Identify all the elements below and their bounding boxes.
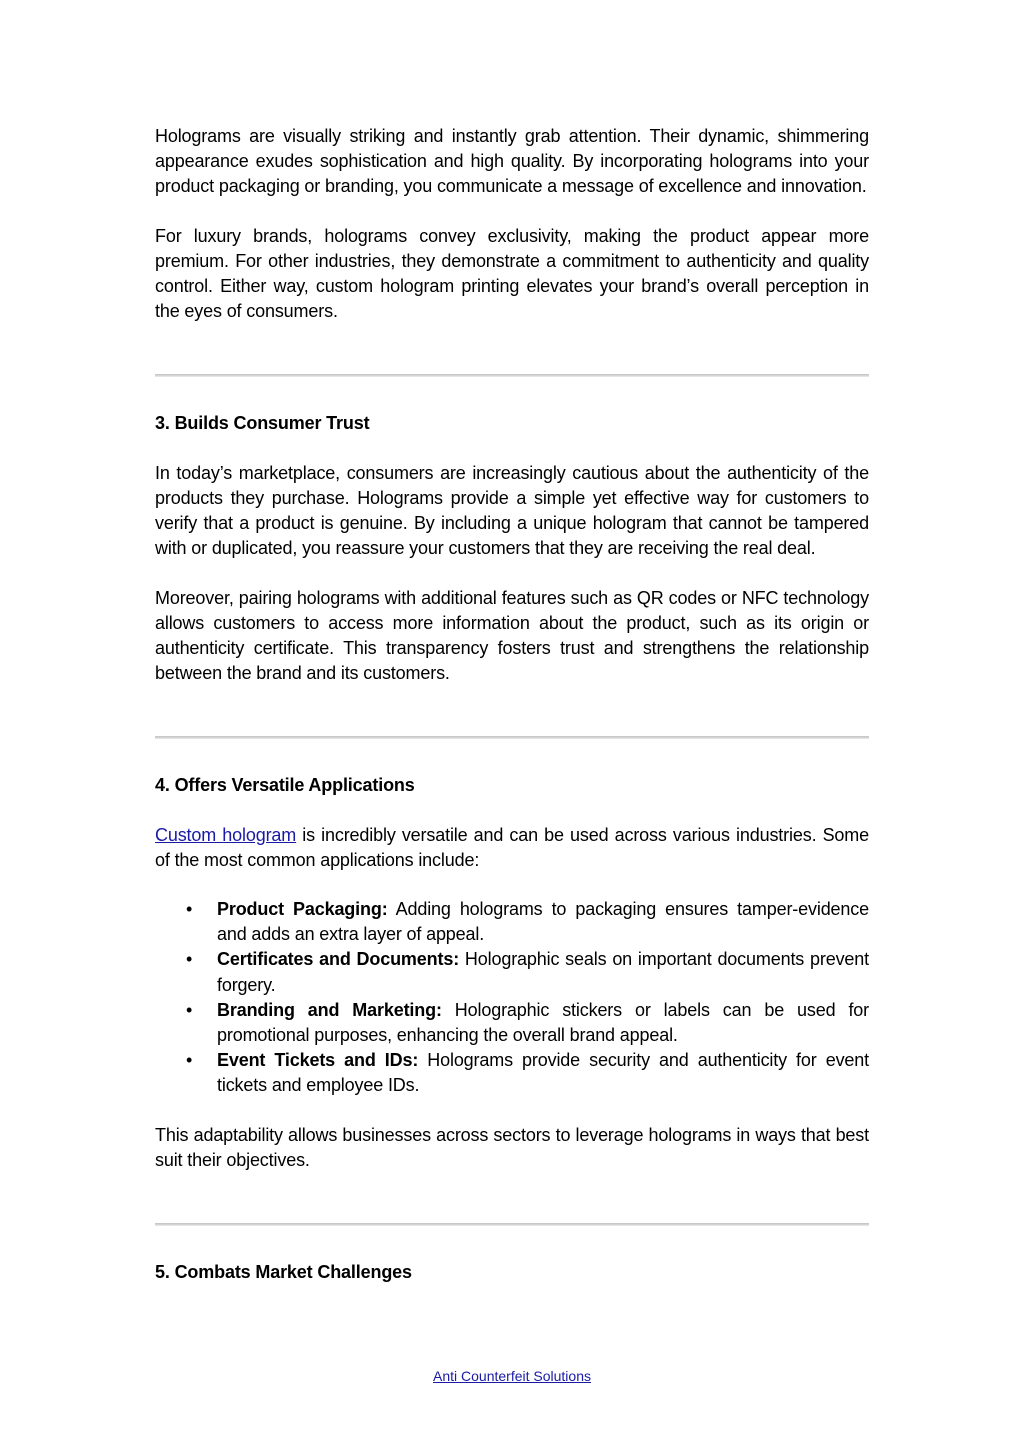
list-item-title: Product Packaging:	[217, 899, 388, 920]
list-item-title: Certificates and Documents:	[217, 949, 460, 970]
section-3-heading: 3. Builds Consumer Trust	[155, 413, 370, 434]
intro-paragraph-1: Holograms are visually striking and instantly grab attention. Their dynamic, shimmering appearance exudes sophistication and high quality. By incorporating holograms into your product packaging or branding, you communicate a message of excellence and innovation.	[155, 126, 869, 197]
list-item	[155, 897, 869, 947]
bullet-icon: •	[186, 949, 193, 970]
page-footer	[0, 1367, 1024, 1385]
section-3-paragraph-2: Moreover, pairing holograms with additional features such as QR codes or NFC technology allows customers to access more information about the product, such as its origin or authenticity certificate. This transparency fosters trust and strengthens the relationship between the brand and its customers.	[155, 587, 869, 683]
bullet-icon: •	[186, 899, 193, 920]
list-item-title: Branding and Marketing:	[217, 999, 442, 1020]
document-body	[155, 124, 869, 1285]
section-5-heading: 5. Combats Market Challenges	[155, 1261, 412, 1282]
applications-list	[155, 897, 869, 1098]
bullet-icon: •	[186, 1049, 193, 1070]
section-4-heading: 4. Offers Versatile Applications	[155, 775, 415, 795]
list-item-title: Event Tickets and IDs:	[217, 1049, 419, 1070]
intro-paragraph-2: For luxury brands, holograms convey exclusivity, making the product appear more premium. For other industries, they demonstrate a commitment to authenticity and quality control. Either way, custom hologram printing elevates your brand’s overall perception in the eyes of consumers.	[155, 225, 869, 322]
section-4-intro-text: is incredibly versatile and can be used across various industries. Some of the most common applications include:	[155, 824, 869, 870]
bullet-icon: •	[186, 999, 193, 1020]
custom-hologram-link[interactable]: Custom hologram	[155, 824, 297, 845]
list-item	[155, 1048, 869, 1098]
section-3-paragraph-1: In today’s marketplace, consumers are increasingly cautious about the authenticity of the products they purchase. Holograms provide a simple yet effective way for customers to verify that a product is genuine. By including a unique hologram that cannot be tampered with or duplicated, you reassure your customers that they are receiving the real deal.	[155, 462, 869, 559]
footer-link[interactable]: Anti Counterfeit Solutions	[433, 1368, 591, 1384]
section-4-closing: This adaptability allows businesses across sectors to leverage holograms in ways that best suit their objectives.	[155, 1124, 869, 1170]
section-4-intro	[155, 823, 869, 873]
list-item	[155, 998, 869, 1048]
list-item-text: Holographic stickers or labels can be used for promotional purposes, enhancing the overall brand appeal.	[217, 999, 870, 1045]
list-item-text: Holographic seals on important documents prevent forgery.	[217, 949, 870, 995]
list-item	[155, 947, 869, 997]
list-item-text: Holograms provide security and authenticity for event tickets and employee IDs.	[217, 1049, 869, 1095]
list-item-text: Adding holograms to packaging ensures tamper-evidence and adds an extra layer of appeal.	[217, 899, 869, 945]
